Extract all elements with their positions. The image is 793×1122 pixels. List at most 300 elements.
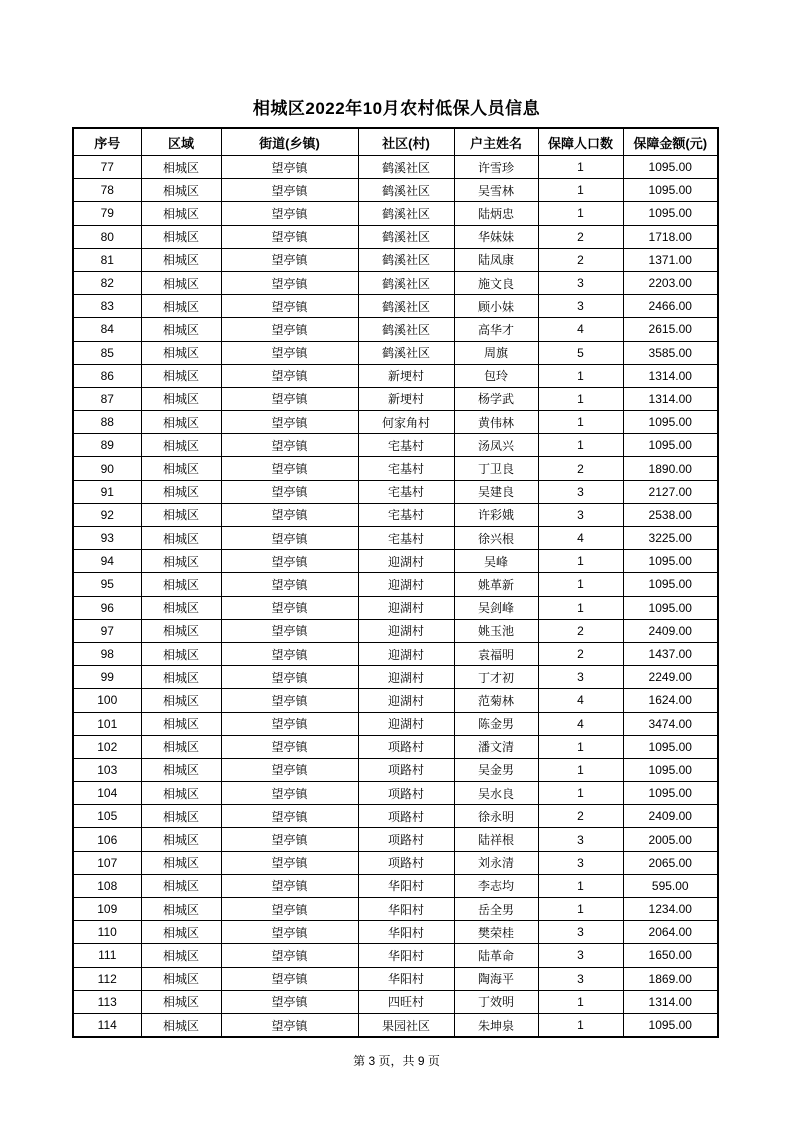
table-row [73,944,718,967]
table-cell: 望亭镇 [221,851,358,874]
table-row [73,480,718,503]
table-cell: 项路村 [358,851,454,874]
table-cell: 2 [538,619,623,642]
table-cell: 望亭镇 [221,642,358,665]
table-cell: 望亭镇 [221,202,358,225]
table-cell: 迎湖村 [358,550,454,573]
table-cell: 2005.00 [623,828,718,851]
table-cell: 2 [538,225,623,248]
welfare-table [72,127,719,1038]
table-cell: 1095.00 [623,735,718,758]
table-cell: 范菊林 [454,689,538,712]
table-cell: 吴水良 [454,782,538,805]
table-cell: 宅基村 [358,480,454,503]
table-cell: 3 [538,921,623,944]
table-cell: 3 [538,851,623,874]
table-cell: 吴金男 [454,758,538,781]
table-cell: 1437.00 [623,642,718,665]
table-cell: 朱坤泉 [454,1013,538,1037]
table-cell: 樊荣桂 [454,921,538,944]
column-header: 保障金额(元) [623,128,718,156]
table-cell: 相城区 [141,967,221,990]
table-cell: 相城区 [141,156,221,179]
table-cell: 望亭镇 [221,921,358,944]
table-cell: 望亭镇 [221,503,358,526]
table-cell: 1095.00 [623,596,718,619]
table-cell: 90 [73,457,141,480]
table-row [73,318,718,341]
table-cell: 望亭镇 [221,782,358,805]
table-cell: 华阳村 [358,898,454,921]
table-cell: 望亭镇 [221,225,358,248]
table-row [73,295,718,318]
table-cell: 相城区 [141,480,221,503]
table-cell: 袁福明 [454,642,538,665]
table-cell: 华阳村 [358,874,454,897]
table-cell: 项路村 [358,805,454,828]
table-row [73,990,718,1013]
table-cell: 相城区 [141,387,221,410]
table-cell: 望亭镇 [221,666,358,689]
table-cell: 望亭镇 [221,341,358,364]
table-cell: 新埂村 [358,387,454,410]
table-cell: 望亭镇 [221,156,358,179]
table-row [73,573,718,596]
table-row [73,550,718,573]
table-cell: 刘永清 [454,851,538,874]
table-cell: 92 [73,503,141,526]
table-row [73,758,718,781]
table-cell: 陆凤康 [454,248,538,271]
table-cell: 望亭镇 [221,619,358,642]
column-header: 区域 [141,128,221,156]
table-row [73,341,718,364]
table-cell: 相城区 [141,202,221,225]
table-cell: 宅基村 [358,527,454,550]
table-cell: 1650.00 [623,944,718,967]
table-cell: 1095.00 [623,573,718,596]
table-cell: 相城区 [141,851,221,874]
table-cell: 1 [538,898,623,921]
table-cell: 丁卫良 [454,457,538,480]
table-row [73,596,718,619]
table-cell: 鹤溪社区 [358,225,454,248]
table-cell: 潘文清 [454,735,538,758]
table-cell: 相城区 [141,573,221,596]
table-row [73,805,718,828]
table-cell: 高华才 [454,318,538,341]
table-cell: 91 [73,480,141,503]
table-cell: 望亭镇 [221,689,358,712]
table-cell: 595.00 [623,874,718,897]
table-cell: 2249.00 [623,666,718,689]
table-cell: 87 [73,387,141,410]
table-cell: 2127.00 [623,480,718,503]
table-cell: 3 [538,271,623,294]
table-cell: 相城区 [141,666,221,689]
table-cell: 项路村 [358,782,454,805]
table-cell: 3 [538,828,623,851]
table-row [73,156,718,179]
table-cell: 3225.00 [623,527,718,550]
table-cell: 相城区 [141,874,221,897]
table-cell: 望亭镇 [221,295,358,318]
table-cell: 3 [538,480,623,503]
table-row [73,898,718,921]
table-cell: 112 [73,967,141,990]
table-row [73,248,718,271]
table-row [73,364,718,387]
table-cell: 相城区 [141,1013,221,1037]
table-cell: 相城区 [141,944,221,967]
table-cell: 1095.00 [623,1013,718,1037]
table-cell: 相城区 [141,828,221,851]
table-cell: 相城区 [141,318,221,341]
table-cell: 望亭镇 [221,805,358,828]
table-row [73,851,718,874]
table-cell: 4 [538,689,623,712]
table-cell: 2064.00 [623,921,718,944]
table-cell: 周旗 [454,341,538,364]
table-cell: 2538.00 [623,503,718,526]
table-cell: 望亭镇 [221,898,358,921]
table-header-row [73,128,718,156]
table-cell: 鹤溪社区 [358,341,454,364]
table-cell: 109 [73,898,141,921]
table-cell: 2 [538,248,623,271]
table-cell: 华阳村 [358,967,454,990]
table-cell: 1095.00 [623,179,718,202]
table-cell: 陆炳忠 [454,202,538,225]
table-row [73,782,718,805]
table-cell: 1 [538,758,623,781]
table-row [73,666,718,689]
column-header: 户主姓名 [454,128,538,156]
table-cell: 相城区 [141,434,221,457]
table-cell: 迎湖村 [358,666,454,689]
table-cell: 77 [73,156,141,179]
table-cell: 4 [538,527,623,550]
table-cell: 望亭镇 [221,828,358,851]
table-cell: 81 [73,248,141,271]
table-cell: 望亭镇 [221,944,358,967]
table-cell: 1314.00 [623,387,718,410]
table-cell: 85 [73,341,141,364]
table-cell: 82 [73,271,141,294]
table-cell: 迎湖村 [358,712,454,735]
table-cell: 1 [538,596,623,619]
table-row [73,434,718,457]
column-header: 街道(乡镇) [221,128,358,156]
table-cell: 86 [73,364,141,387]
table-cell: 华阳村 [358,921,454,944]
table-cell: 望亭镇 [221,411,358,434]
table-cell: 相城区 [141,503,221,526]
table-cell: 望亭镇 [221,457,358,480]
table-cell: 望亭镇 [221,874,358,897]
table-cell: 望亭镇 [221,573,358,596]
table-row [73,689,718,712]
table-cell: 113 [73,990,141,1013]
table-cell: 1095.00 [623,758,718,781]
table-cell: 相城区 [141,782,221,805]
table-cell: 吴建良 [454,480,538,503]
table-cell: 2 [538,642,623,665]
table-cell: 相城区 [141,457,221,480]
table-cell: 相城区 [141,689,221,712]
table-cell: 望亭镇 [221,712,358,735]
table-cell: 93 [73,527,141,550]
table-cell: 相城区 [141,225,221,248]
table-cell: 四旺村 [358,990,454,1013]
table-cell: 1624.00 [623,689,718,712]
table-cell: 1890.00 [623,457,718,480]
table-cell: 相城区 [141,248,221,271]
table-row [73,271,718,294]
table-cell: 114 [73,1013,141,1037]
table-cell: 望亭镇 [221,387,358,410]
table-cell: 1 [538,573,623,596]
table-cell: 望亭镇 [221,990,358,1013]
table-row [73,457,718,480]
table-row [73,225,718,248]
table-cell: 陆革命 [454,944,538,967]
column-header: 社区(村) [358,128,454,156]
table-cell: 相城区 [141,596,221,619]
table-row [73,712,718,735]
table-cell: 何家角村 [358,411,454,434]
table-cell: 4 [538,318,623,341]
table-cell: 1718.00 [623,225,718,248]
table-cell: 1095.00 [623,202,718,225]
table-row [73,1013,718,1037]
table-cell: 1 [538,874,623,897]
table-cell: 相城区 [141,364,221,387]
table-row [73,179,718,202]
table-cell: 106 [73,828,141,851]
table-cell: 1 [538,411,623,434]
table-cell: 鹤溪社区 [358,248,454,271]
table-row [73,619,718,642]
table-cell: 3474.00 [623,712,718,735]
table-cell: 望亭镇 [221,364,358,387]
table-cell: 姚玉池 [454,619,538,642]
table-cell: 1 [538,735,623,758]
table-cell: 3 [538,944,623,967]
table-cell: 1314.00 [623,990,718,1013]
table-cell: 108 [73,874,141,897]
table-cell: 1095.00 [623,156,718,179]
table-cell: 望亭镇 [221,527,358,550]
table-cell: 新埂村 [358,364,454,387]
table-cell: 相城区 [141,411,221,434]
table-cell: 姚革新 [454,573,538,596]
table-cell: 2409.00 [623,805,718,828]
table-row [73,202,718,225]
table-cell: 相城区 [141,758,221,781]
table-cell: 3 [538,666,623,689]
table-cell: 华阳村 [358,944,454,967]
table-cell: 1 [538,179,623,202]
table-cell: 果园社区 [358,1013,454,1037]
table-cell: 80 [73,225,141,248]
table-cell: 望亭镇 [221,735,358,758]
table-cell: 1 [538,387,623,410]
table-cell: 望亭镇 [221,480,358,503]
table-cell: 迎湖村 [358,642,454,665]
table-cell: 相城区 [141,712,221,735]
table-cell: 100 [73,689,141,712]
table-cell: 相城区 [141,619,221,642]
table-cell: 79 [73,202,141,225]
table-cell: 陆祥根 [454,828,538,851]
table-cell: 2203.00 [623,271,718,294]
table-cell: 3 [538,295,623,318]
table-cell: 相城区 [141,550,221,573]
table-cell: 项路村 [358,758,454,781]
table-cell: 宅基村 [358,434,454,457]
table-cell: 望亭镇 [221,318,358,341]
table-cell: 2615.00 [623,318,718,341]
table-cell: 吴雪林 [454,179,538,202]
table-cell: 望亭镇 [221,550,358,573]
table-cell: 97 [73,619,141,642]
table-cell: 103 [73,758,141,781]
table-cell: 3 [538,967,623,990]
table-row [73,921,718,944]
table-cell: 鹤溪社区 [358,295,454,318]
table-cell: 1 [538,364,623,387]
table-row [73,411,718,434]
table-cell: 94 [73,550,141,573]
table-cell: 丁才初 [454,666,538,689]
page-number-footer: 第 3 页，共 9 页 [353,1054,440,1068]
table-cell: 包玲 [454,364,538,387]
table-cell: 96 [73,596,141,619]
table-cell: 项路村 [358,735,454,758]
table-cell: 84 [73,318,141,341]
table-cell: 迎湖村 [358,573,454,596]
table-cell: 望亭镇 [221,179,358,202]
table-row [73,503,718,526]
table-cell: 2 [538,805,623,828]
table-cell: 1 [538,202,623,225]
table-cell: 4 [538,712,623,735]
table-cell: 1 [538,434,623,457]
table-cell: 鹤溪社区 [358,318,454,341]
table-cell: 83 [73,295,141,318]
table-cell: 89 [73,434,141,457]
table-cell: 李志均 [454,874,538,897]
table-cell: 许雪珍 [454,156,538,179]
table-cell: 丁效明 [454,990,538,1013]
table-cell: 相城区 [141,642,221,665]
table-cell: 岳全男 [454,898,538,921]
table-cell: 2409.00 [623,619,718,642]
table-body [73,156,718,1038]
table-cell: 1 [538,550,623,573]
table-cell: 宅基村 [358,503,454,526]
table-cell: 1 [538,782,623,805]
table-cell: 吴峰 [454,550,538,573]
table-cell: 2 [538,457,623,480]
column-header: 保障人口数 [538,128,623,156]
table-cell: 鹤溪社区 [358,179,454,202]
table-cell: 相城区 [141,898,221,921]
table-row [73,642,718,665]
table-cell: 望亭镇 [221,596,358,619]
table-row [73,735,718,758]
table-cell: 相城区 [141,341,221,364]
table-cell: 3585.00 [623,341,718,364]
table-cell: 望亭镇 [221,967,358,990]
table-cell: 鹤溪社区 [358,156,454,179]
table-cell: 相城区 [141,921,221,944]
table-cell: 相城区 [141,527,221,550]
table-cell: 施文良 [454,271,538,294]
table-cell: 宅基村 [358,457,454,480]
table-cell: 许彩娥 [454,503,538,526]
table-cell: 望亭镇 [221,248,358,271]
table-cell: 105 [73,805,141,828]
table-row [73,874,718,897]
table-cell: 相城区 [141,179,221,202]
table-cell: 陶海平 [454,967,538,990]
table-cell: 华妹妹 [454,225,538,248]
table-cell: 迎湖村 [358,596,454,619]
table-cell: 鹤溪社区 [358,271,454,294]
table-cell: 104 [73,782,141,805]
table-cell: 相城区 [141,295,221,318]
column-header: 序号 [73,128,141,156]
table-cell: 汤凤兴 [454,434,538,457]
table-cell: 相城区 [141,735,221,758]
table-cell: 3 [538,503,623,526]
table-cell: 1234.00 [623,898,718,921]
table-cell: 88 [73,411,141,434]
table-cell: 99 [73,666,141,689]
table-cell: 2065.00 [623,851,718,874]
table-cell: 陈金男 [454,712,538,735]
table-cell: 78 [73,179,141,202]
table-cell: 1314.00 [623,364,718,387]
table-cell: 1095.00 [623,434,718,457]
table-cell: 5 [538,341,623,364]
table-cell: 111 [73,944,141,967]
table-row [73,527,718,550]
table-cell: 望亭镇 [221,1013,358,1037]
table-cell: 顾小妹 [454,295,538,318]
table-cell: 鹤溪社区 [358,202,454,225]
table-cell: 迎湖村 [358,689,454,712]
table-cell: 徐兴根 [454,527,538,550]
table-cell: 1 [538,1013,623,1037]
table-cell: 相城区 [141,271,221,294]
table-cell: 95 [73,573,141,596]
table-cell: 杨学武 [454,387,538,410]
table-row [73,967,718,990]
table-cell: 吴剑峰 [454,596,538,619]
table-cell: 98 [73,642,141,665]
table-cell: 102 [73,735,141,758]
table-cell: 1869.00 [623,967,718,990]
table-cell: 相城区 [141,990,221,1013]
table-cell: 1 [538,156,623,179]
table-cell: 徐永明 [454,805,538,828]
table-cell: 101 [73,712,141,735]
page-title: 相城区2022年10月农村低保人员信息 [252,99,541,118]
table-cell: 望亭镇 [221,434,358,457]
